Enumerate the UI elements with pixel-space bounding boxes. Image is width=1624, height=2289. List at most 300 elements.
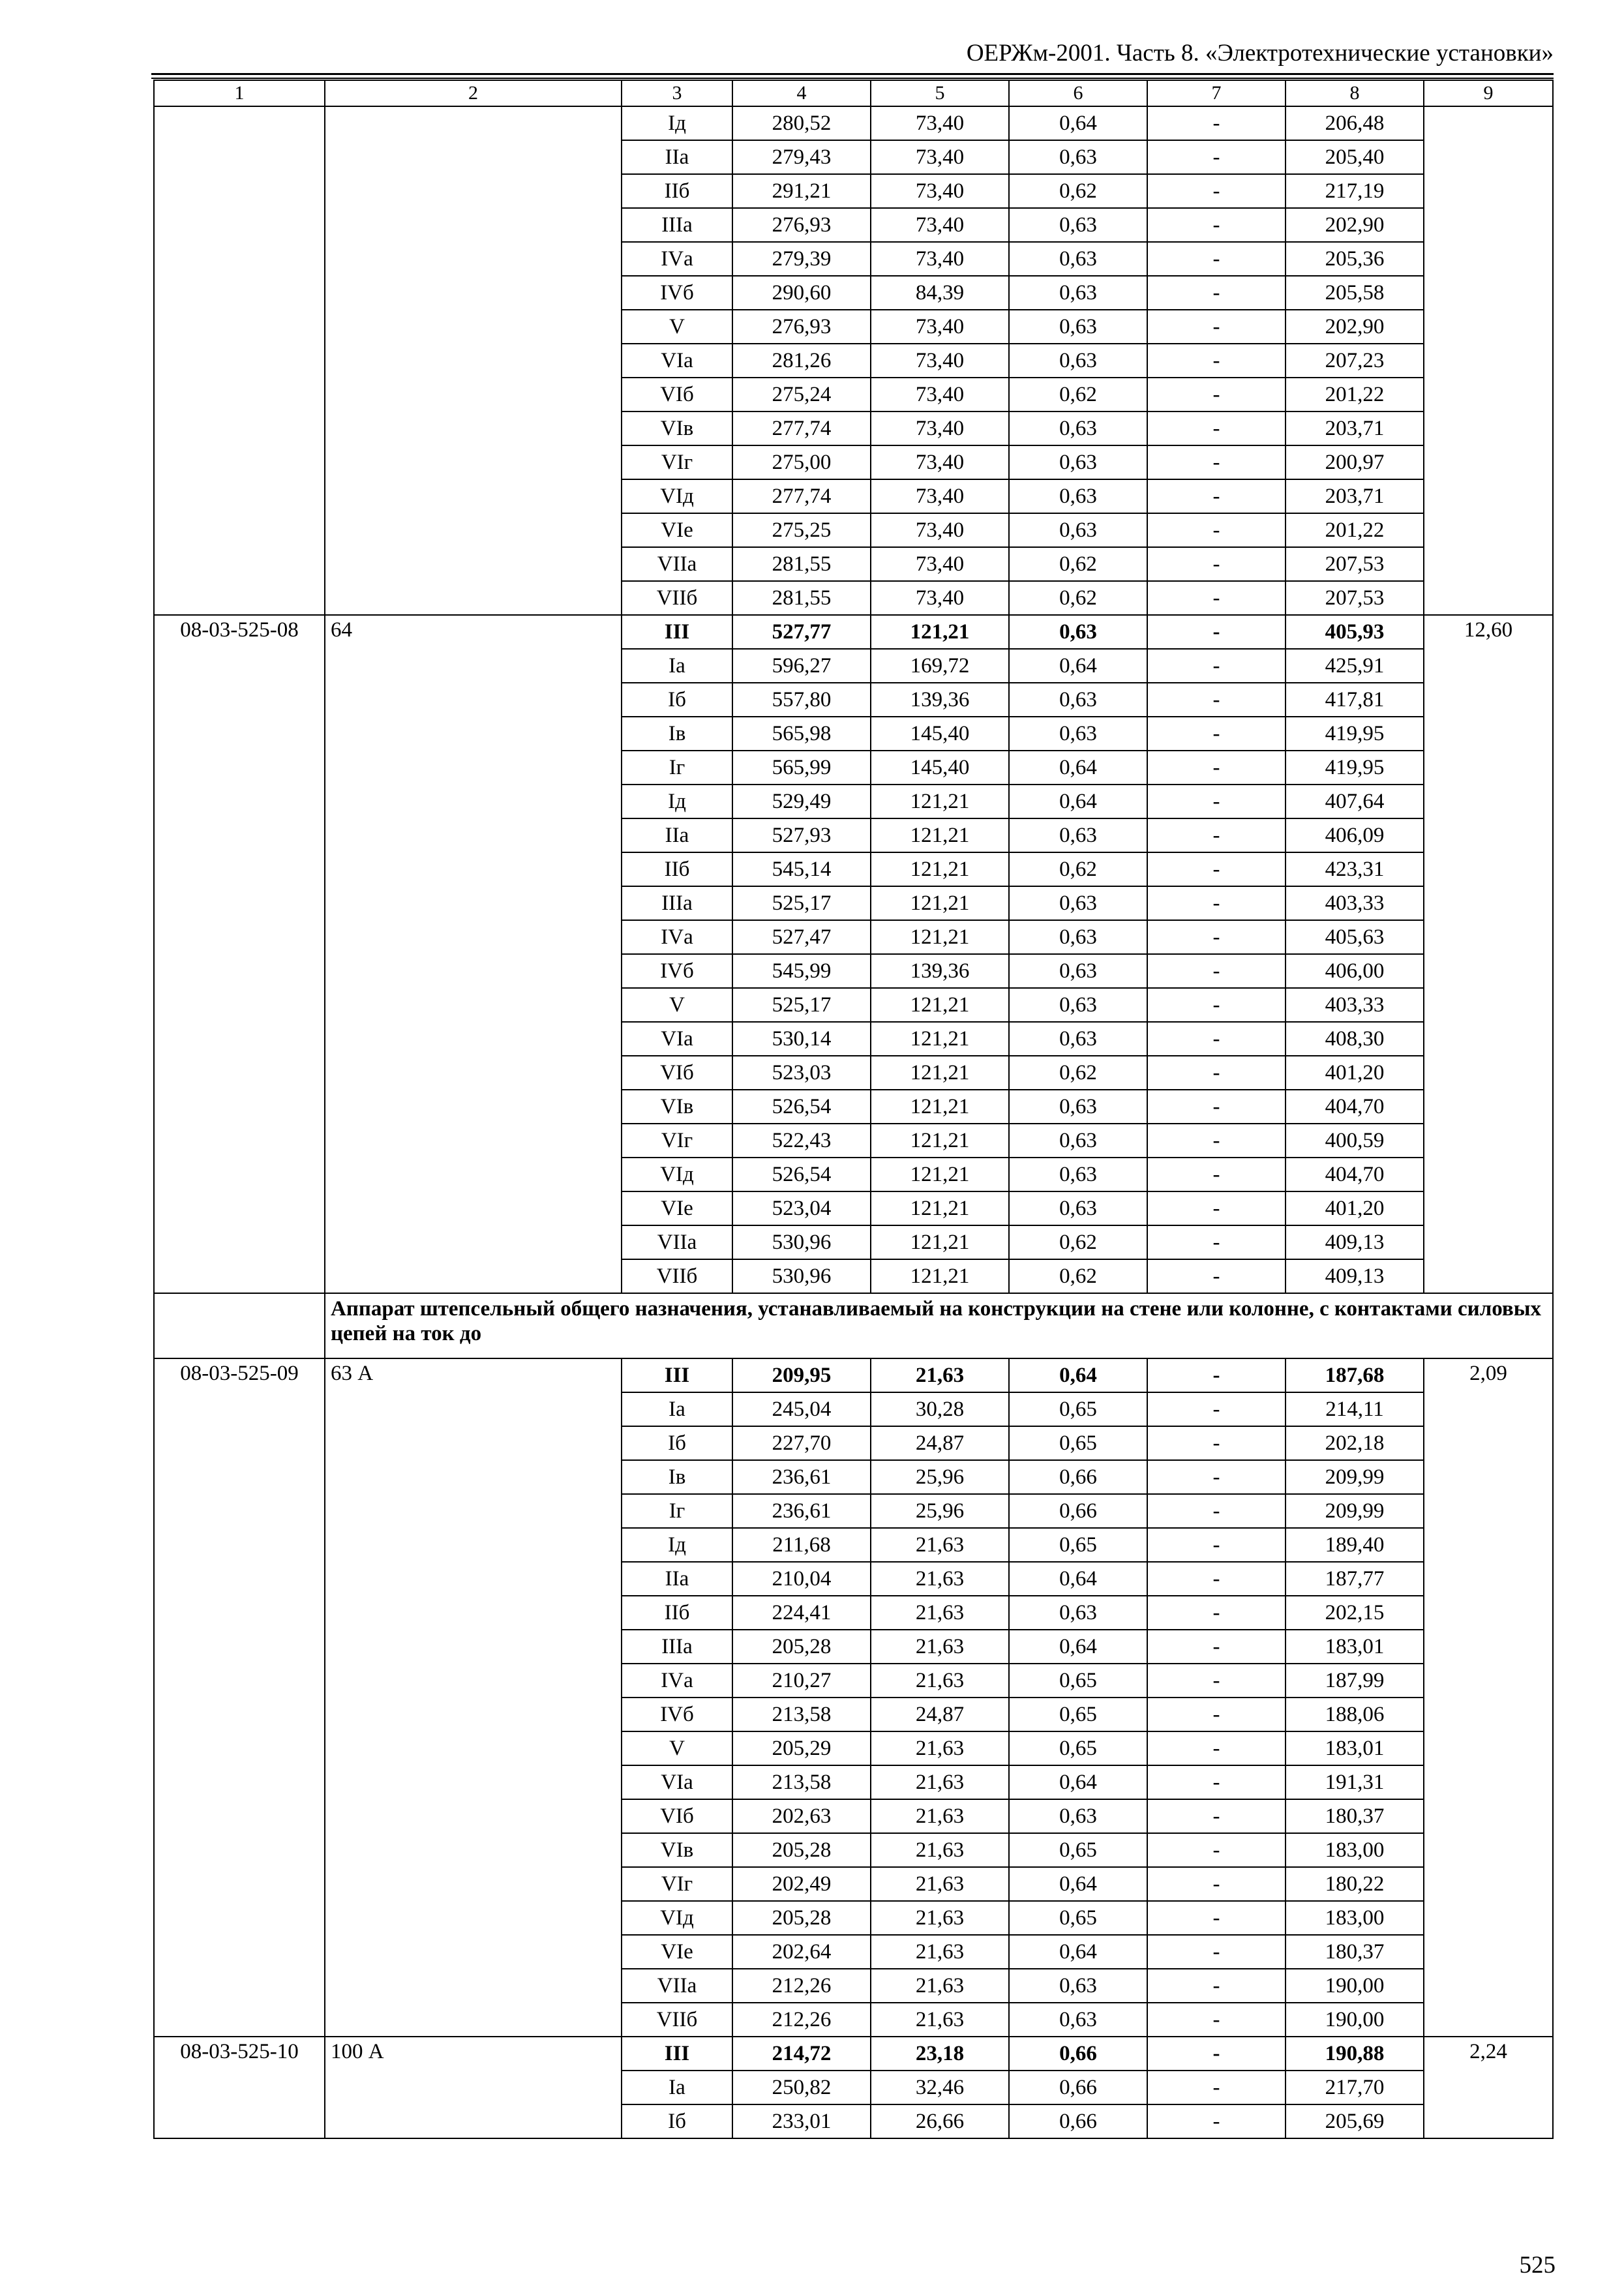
value-cell-c8: 209,99 bbox=[1286, 1494, 1424, 1528]
value-cell-c5: 32,46 bbox=[871, 2071, 1009, 2104]
value-cell-c8: 404,70 bbox=[1286, 1090, 1424, 1124]
value-cell-c5: 26,66 bbox=[871, 2104, 1009, 2138]
value-cell-c5: 73,40 bbox=[871, 208, 1009, 242]
value-cell-c4: 545,99 bbox=[732, 954, 871, 988]
value-cell-c6: 0,62 bbox=[1009, 174, 1147, 208]
zone-cell: VIIб bbox=[622, 2003, 732, 2037]
value-cell-c8: 214,11 bbox=[1286, 1392, 1424, 1426]
value-cell-c4: 530,14 bbox=[732, 1022, 871, 1056]
value-cell-c5: 145,40 bbox=[871, 751, 1009, 785]
table-row bbox=[154, 1358, 1553, 1392]
value-cell-c4: 527,93 bbox=[732, 818, 871, 852]
page-number: 525 bbox=[1519, 2252, 1556, 2279]
value-cell-c7: - bbox=[1147, 717, 1286, 751]
value-cell-c6: 0,63 bbox=[1009, 479, 1147, 513]
zone-cell: VIд bbox=[622, 479, 732, 513]
value-cell-c8: 423,31 bbox=[1286, 852, 1424, 886]
price-table bbox=[153, 80, 1554, 2139]
value-cell-c4: 205,28 bbox=[732, 1901, 871, 1935]
zone-cell: IVа bbox=[622, 920, 732, 954]
value-cell-c8: 403,33 bbox=[1286, 988, 1424, 1022]
value-cell-c8: 202,18 bbox=[1286, 1426, 1424, 1460]
value-cell-c6: 0,64 bbox=[1009, 649, 1147, 683]
value-cell-c8: 404,70 bbox=[1286, 1158, 1424, 1191]
value-cell-c6: 0,63 bbox=[1009, 920, 1147, 954]
value-cell-c8: 419,95 bbox=[1286, 717, 1424, 751]
value-cell-c6: 0,63 bbox=[1009, 886, 1147, 920]
value-cell-c7: - bbox=[1147, 1494, 1286, 1528]
value-cell-c8: 180,37 bbox=[1286, 1799, 1424, 1833]
value-cell-c5: 21,63 bbox=[871, 1358, 1009, 1392]
value-cell-c4: 280,52 bbox=[732, 106, 871, 140]
value-cell-c7: - bbox=[1147, 1969, 1286, 2003]
value-cell-c8: 187,99 bbox=[1286, 1664, 1424, 1698]
value-cell-c4: 279,39 bbox=[732, 242, 871, 276]
zone-cell: VIIа bbox=[622, 547, 732, 581]
value-cell-c6: 0,66 bbox=[1009, 1494, 1147, 1528]
value-cell-c6: 0,65 bbox=[1009, 1392, 1147, 1426]
value-cell-c4: 596,27 bbox=[732, 649, 871, 683]
zone-cell: IIб bbox=[622, 1596, 732, 1630]
value-cell-c7: - bbox=[1147, 1867, 1286, 1901]
value-cell-c5: 121,21 bbox=[871, 988, 1009, 1022]
value-cell-c7: - bbox=[1147, 920, 1286, 954]
value-cell-c7: - bbox=[1147, 1392, 1286, 1426]
value-cell-c7: - bbox=[1147, 1630, 1286, 1664]
value-cell-c4: 525,17 bbox=[732, 988, 871, 1022]
value-cell-c5: 21,63 bbox=[871, 1935, 1009, 1969]
value-cell-c5: 24,87 bbox=[871, 1698, 1009, 1731]
value-cell-c4: 291,21 bbox=[732, 174, 871, 208]
item-name-cell: 64 bbox=[325, 615, 622, 1293]
value-cell-c8: 205,36 bbox=[1286, 242, 1424, 276]
zone-cell: VIе bbox=[622, 1191, 732, 1225]
value-cell-c4: 245,04 bbox=[732, 1392, 871, 1426]
column9-value-cell: 12,60 bbox=[1424, 615, 1553, 1293]
value-cell-c7: - bbox=[1147, 1460, 1286, 1494]
value-cell-c5: 84,39 bbox=[871, 276, 1009, 310]
value-cell-c5: 121,21 bbox=[871, 1124, 1009, 1158]
value-cell-c6: 0,63 bbox=[1009, 954, 1147, 988]
value-cell-c4: 275,24 bbox=[732, 378, 871, 411]
value-cell-c4: 224,41 bbox=[732, 1596, 871, 1630]
value-cell-c4: 213,58 bbox=[732, 1698, 871, 1731]
zone-cell: VIд bbox=[622, 1901, 732, 1935]
zone-cell: IIIа bbox=[622, 886, 732, 920]
value-cell-c5: 21,63 bbox=[871, 2003, 1009, 2037]
value-cell-c7: - bbox=[1147, 1124, 1286, 1158]
value-cell-c6: 0,64 bbox=[1009, 1630, 1147, 1664]
zone-cell: VIб bbox=[622, 1799, 732, 1833]
value-cell-c5: 121,21 bbox=[871, 1191, 1009, 1225]
table-row bbox=[154, 615, 1553, 649]
zone-cell: Iа bbox=[622, 2071, 732, 2104]
value-cell-c8: 203,71 bbox=[1286, 479, 1424, 513]
value-cell-c7: - bbox=[1147, 1562, 1286, 1596]
value-cell-c8: 409,13 bbox=[1286, 1225, 1424, 1259]
value-cell-c5: 73,40 bbox=[871, 411, 1009, 445]
value-cell-c7: - bbox=[1147, 344, 1286, 378]
zone-cell: VIг bbox=[622, 1867, 732, 1901]
value-cell-c4: 277,74 bbox=[732, 411, 871, 445]
value-cell-c5: 139,36 bbox=[871, 954, 1009, 988]
value-cell-c7: - bbox=[1147, 988, 1286, 1022]
value-cell-c6: 0,66 bbox=[1009, 2104, 1147, 2138]
value-cell-c7: - bbox=[1147, 1528, 1286, 1562]
value-cell-c7: - bbox=[1147, 1158, 1286, 1191]
zone-cell: Iб bbox=[622, 1426, 732, 1460]
zone-cell: III bbox=[622, 2037, 732, 2071]
value-cell-c6: 0,64 bbox=[1009, 1562, 1147, 1596]
value-cell-c8: 201,22 bbox=[1286, 513, 1424, 547]
value-cell-c7: - bbox=[1147, 310, 1286, 344]
item-code-cell: 08-03-525-08 bbox=[154, 615, 325, 1293]
value-cell-c7: - bbox=[1147, 886, 1286, 920]
item-name-cell bbox=[325, 106, 622, 615]
value-cell-c7: - bbox=[1147, 852, 1286, 886]
value-cell-c6: 0,66 bbox=[1009, 2037, 1147, 2071]
value-cell-c7: - bbox=[1147, 1935, 1286, 1969]
value-cell-c5: 21,63 bbox=[871, 1765, 1009, 1799]
value-cell-c8: 401,20 bbox=[1286, 1056, 1424, 1090]
value-cell-c4: 557,80 bbox=[732, 683, 871, 717]
value-cell-c8: 217,70 bbox=[1286, 2071, 1424, 2104]
value-cell-c7: - bbox=[1147, 1799, 1286, 1833]
column-header: 8 bbox=[1286, 80, 1424, 106]
column-header: 6 bbox=[1009, 80, 1147, 106]
column-header: 5 bbox=[871, 80, 1009, 106]
section-spacer-cell bbox=[154, 1293, 325, 1358]
value-cell-c8: 207,53 bbox=[1286, 547, 1424, 581]
value-cell-c8: 205,58 bbox=[1286, 276, 1424, 310]
value-cell-c6: 0,63 bbox=[1009, 683, 1147, 717]
zone-cell: VIIа bbox=[622, 1969, 732, 2003]
column-header: 1 bbox=[154, 80, 325, 106]
value-cell-c8: 406,00 bbox=[1286, 954, 1424, 988]
value-cell-c4: 279,43 bbox=[732, 140, 871, 174]
value-cell-c5: 21,63 bbox=[871, 1562, 1009, 1596]
value-cell-c5: 121,21 bbox=[871, 1158, 1009, 1191]
zone-cell: IIа bbox=[622, 1562, 732, 1596]
value-cell-c4: 527,47 bbox=[732, 920, 871, 954]
value-cell-c8: 189,40 bbox=[1286, 1528, 1424, 1562]
value-cell-c5: 23,18 bbox=[871, 2037, 1009, 2071]
value-cell-c5: 21,63 bbox=[871, 1799, 1009, 1833]
value-cell-c8: 405,63 bbox=[1286, 920, 1424, 954]
zone-cell: V bbox=[622, 988, 732, 1022]
zone-cell: Iд bbox=[622, 785, 732, 818]
column-number-row bbox=[154, 80, 1553, 106]
value-cell-c4: 202,63 bbox=[732, 1799, 871, 1833]
value-cell-c6: 0,64 bbox=[1009, 785, 1147, 818]
value-cell-c5: 121,21 bbox=[871, 1090, 1009, 1124]
value-cell-c6: 0,63 bbox=[1009, 2003, 1147, 2037]
value-cell-c8: 409,13 bbox=[1286, 1259, 1424, 1293]
value-cell-c8: 405,93 bbox=[1286, 615, 1424, 649]
price-table-body bbox=[154, 80, 1553, 2138]
value-cell-c6: 0,65 bbox=[1009, 1901, 1147, 1935]
zone-cell: Iа bbox=[622, 649, 732, 683]
value-cell-c5: 21,63 bbox=[871, 1969, 1009, 2003]
value-cell-c6: 0,63 bbox=[1009, 988, 1147, 1022]
value-cell-c4: 214,72 bbox=[732, 2037, 871, 2071]
value-cell-c6: 0,63 bbox=[1009, 1158, 1147, 1191]
value-cell-c8: 180,37 bbox=[1286, 1935, 1424, 1969]
zone-cell: VIв bbox=[622, 1833, 732, 1867]
zone-cell: IVа bbox=[622, 1664, 732, 1698]
item-name-cell: 100 А bbox=[325, 2037, 622, 2138]
column-header: 4 bbox=[732, 80, 871, 106]
value-cell-c4: 213,58 bbox=[732, 1765, 871, 1799]
value-cell-c5: 121,21 bbox=[871, 1225, 1009, 1259]
value-cell-c5: 73,40 bbox=[871, 106, 1009, 140]
value-cell-c6: 0,65 bbox=[1009, 1731, 1147, 1765]
value-cell-c5: 73,40 bbox=[871, 174, 1009, 208]
zone-cell: IIб bbox=[622, 852, 732, 886]
value-cell-c6: 0,65 bbox=[1009, 1426, 1147, 1460]
column-header: 7 bbox=[1147, 80, 1286, 106]
item-code-cell: 08-03-525-09 bbox=[154, 1358, 325, 2037]
zone-cell: IIб bbox=[622, 174, 732, 208]
value-cell-c7: - bbox=[1147, 954, 1286, 988]
value-cell-c8: 190,88 bbox=[1286, 2037, 1424, 2071]
value-cell-c7: - bbox=[1147, 1901, 1286, 1935]
value-cell-c6: 0,63 bbox=[1009, 445, 1147, 479]
value-cell-c5: 73,40 bbox=[871, 581, 1009, 615]
value-cell-c4: 523,04 bbox=[732, 1191, 871, 1225]
value-cell-c4: 212,26 bbox=[732, 2003, 871, 2037]
value-cell-c6: 0,63 bbox=[1009, 1191, 1147, 1225]
value-cell-c4: 522,43 bbox=[732, 1124, 871, 1158]
value-cell-c5: 24,87 bbox=[871, 1426, 1009, 1460]
value-cell-c7: - bbox=[1147, 818, 1286, 852]
value-cell-c6: 0,65 bbox=[1009, 1664, 1147, 1698]
item-code-cell bbox=[154, 106, 325, 615]
zone-cell: III bbox=[622, 1358, 732, 1392]
zone-cell: Iд bbox=[622, 106, 732, 140]
value-cell-c7: - bbox=[1147, 479, 1286, 513]
zone-cell: Iг bbox=[622, 1494, 732, 1528]
header-rule-bottom bbox=[151, 78, 1554, 79]
value-cell-c4: 565,98 bbox=[732, 717, 871, 751]
value-cell-c4: 276,93 bbox=[732, 208, 871, 242]
value-cell-c7: - bbox=[1147, 1698, 1286, 1731]
value-cell-c5: 145,40 bbox=[871, 717, 1009, 751]
value-cell-c6: 0,66 bbox=[1009, 1460, 1147, 1494]
value-cell-c8: 207,23 bbox=[1286, 344, 1424, 378]
zone-cell: VIв bbox=[622, 411, 732, 445]
value-cell-c7: - bbox=[1147, 174, 1286, 208]
value-cell-c4: 530,96 bbox=[732, 1225, 871, 1259]
value-cell-c6: 0,64 bbox=[1009, 1935, 1147, 1969]
value-cell-c8: 205,69 bbox=[1286, 2104, 1424, 2138]
value-cell-c4: 211,68 bbox=[732, 1528, 871, 1562]
value-cell-c4: 202,49 bbox=[732, 1867, 871, 1901]
value-cell-c6: 0,66 bbox=[1009, 2071, 1147, 2104]
zone-cell: Iв bbox=[622, 717, 732, 751]
value-cell-c6: 0,63 bbox=[1009, 1124, 1147, 1158]
value-cell-c4: 236,61 bbox=[732, 1460, 871, 1494]
value-cell-c8: 406,09 bbox=[1286, 818, 1424, 852]
value-cell-c4: 526,54 bbox=[732, 1090, 871, 1124]
value-cell-c8: 203,71 bbox=[1286, 411, 1424, 445]
value-cell-c6: 0,63 bbox=[1009, 310, 1147, 344]
zone-cell: VIIб bbox=[622, 1259, 732, 1293]
zone-cell: VIб bbox=[622, 1056, 732, 1090]
value-cell-c8: 200,97 bbox=[1286, 445, 1424, 479]
table-row bbox=[154, 2037, 1553, 2071]
value-cell-c5: 73,40 bbox=[871, 547, 1009, 581]
value-cell-c5: 21,63 bbox=[871, 1664, 1009, 1698]
zone-cell: V bbox=[622, 310, 732, 344]
value-cell-c6: 0,64 bbox=[1009, 106, 1147, 140]
table-row bbox=[154, 106, 1553, 140]
column-header: 3 bbox=[622, 80, 732, 106]
value-cell-c4: 205,29 bbox=[732, 1731, 871, 1765]
value-cell-c5: 121,21 bbox=[871, 615, 1009, 649]
value-cell-c6: 0,62 bbox=[1009, 378, 1147, 411]
value-cell-c6: 0,65 bbox=[1009, 1698, 1147, 1731]
zone-cell: Iг bbox=[622, 751, 732, 785]
zone-cell: IVб bbox=[622, 1698, 732, 1731]
zone-cell: VIе bbox=[622, 1935, 732, 1969]
value-cell-c7: - bbox=[1147, 581, 1286, 615]
value-cell-c5: 73,40 bbox=[871, 479, 1009, 513]
value-cell-c4: 205,28 bbox=[732, 1630, 871, 1664]
zone-cell: IIа bbox=[622, 140, 732, 174]
value-cell-c5: 73,40 bbox=[871, 378, 1009, 411]
zone-cell: Iд bbox=[622, 1528, 732, 1562]
zone-cell: IIа bbox=[622, 818, 732, 852]
value-cell-c8: 407,64 bbox=[1286, 785, 1424, 818]
zone-cell: IIIа bbox=[622, 1630, 732, 1664]
value-cell-c4: 290,60 bbox=[732, 276, 871, 310]
value-cell-c8: 183,00 bbox=[1286, 1901, 1424, 1935]
value-cell-c6: 0,63 bbox=[1009, 717, 1147, 751]
value-cell-c4: 210,04 bbox=[732, 1562, 871, 1596]
value-cell-c4: 275,25 bbox=[732, 513, 871, 547]
value-cell-c8: 202,15 bbox=[1286, 1596, 1424, 1630]
column9-value-cell: 2,24 bbox=[1424, 2037, 1553, 2138]
value-cell-c5: 121,21 bbox=[871, 886, 1009, 920]
value-cell-c7: - bbox=[1147, 1833, 1286, 1867]
value-cell-c8: 417,81 bbox=[1286, 683, 1424, 717]
value-cell-c5: 73,40 bbox=[871, 310, 1009, 344]
value-cell-c7: - bbox=[1147, 1426, 1286, 1460]
value-cell-c6: 0,62 bbox=[1009, 852, 1147, 886]
value-cell-c7: - bbox=[1147, 1596, 1286, 1630]
value-cell-c4: 210,27 bbox=[732, 1664, 871, 1698]
value-cell-c8: 183,01 bbox=[1286, 1630, 1424, 1664]
value-cell-c5: 139,36 bbox=[871, 683, 1009, 717]
value-cell-c4: 205,28 bbox=[732, 1833, 871, 1867]
value-cell-c6: 0,64 bbox=[1009, 1867, 1147, 1901]
value-cell-c7: - bbox=[1147, 242, 1286, 276]
value-cell-c8: 190,00 bbox=[1286, 1969, 1424, 2003]
value-cell-c4: 530,96 bbox=[732, 1259, 871, 1293]
value-cell-c8: 190,00 bbox=[1286, 2003, 1424, 2037]
value-cell-c5: 21,63 bbox=[871, 1731, 1009, 1765]
column-header: 2 bbox=[325, 80, 622, 106]
value-cell-c8: 187,68 bbox=[1286, 1358, 1424, 1392]
value-cell-c4: 202,64 bbox=[732, 1935, 871, 1969]
zone-cell: VIа bbox=[622, 344, 732, 378]
zone-cell: Iб bbox=[622, 2104, 732, 2138]
column9-value-cell bbox=[1424, 106, 1553, 615]
value-cell-c7: - bbox=[1147, 1731, 1286, 1765]
header-rule-top bbox=[151, 73, 1554, 75]
value-cell-c8: 217,19 bbox=[1286, 174, 1424, 208]
value-cell-c8: 408,30 bbox=[1286, 1022, 1424, 1056]
value-cell-c6: 0,63 bbox=[1009, 513, 1147, 547]
value-cell-c7: - bbox=[1147, 1259, 1286, 1293]
value-cell-c7: - bbox=[1147, 785, 1286, 818]
value-cell-c8: 202,90 bbox=[1286, 208, 1424, 242]
value-cell-c6: 0,63 bbox=[1009, 344, 1147, 378]
zone-cell: III bbox=[622, 615, 732, 649]
value-cell-c7: - bbox=[1147, 1664, 1286, 1698]
item-code-cell: 08-03-525-10 bbox=[154, 2037, 325, 2138]
value-cell-c5: 21,63 bbox=[871, 1867, 1009, 1901]
value-cell-c5: 73,40 bbox=[871, 140, 1009, 174]
value-cell-c4: 212,26 bbox=[732, 1969, 871, 2003]
zone-cell: VIв bbox=[622, 1090, 732, 1124]
value-cell-c6: 0,64 bbox=[1009, 1765, 1147, 1799]
value-cell-c8: 401,20 bbox=[1286, 1191, 1424, 1225]
value-cell-c5: 21,63 bbox=[871, 1833, 1009, 1867]
value-cell-c8: 209,99 bbox=[1286, 1460, 1424, 1494]
value-cell-c7: - bbox=[1147, 378, 1286, 411]
value-cell-c7: - bbox=[1147, 513, 1286, 547]
value-cell-c6: 0,63 bbox=[1009, 1596, 1147, 1630]
value-cell-c7: - bbox=[1147, 411, 1286, 445]
value-cell-c4: 527,77 bbox=[732, 615, 871, 649]
value-cell-c7: - bbox=[1147, 140, 1286, 174]
zone-cell: V bbox=[622, 1731, 732, 1765]
value-cell-c7: - bbox=[1147, 683, 1286, 717]
zone-cell: Iб bbox=[622, 683, 732, 717]
value-cell-c4: 526,54 bbox=[732, 1158, 871, 1191]
zone-cell: IVб bbox=[622, 954, 732, 988]
column-header: 9 bbox=[1424, 80, 1553, 106]
value-cell-c7: - bbox=[1147, 445, 1286, 479]
value-cell-c6: 0,63 bbox=[1009, 411, 1147, 445]
value-cell-c7: - bbox=[1147, 1191, 1286, 1225]
value-cell-c8: 403,33 bbox=[1286, 886, 1424, 920]
value-cell-c7: - bbox=[1147, 1358, 1286, 1392]
value-cell-c4: 281,55 bbox=[732, 581, 871, 615]
zone-cell: IVб bbox=[622, 276, 732, 310]
value-cell-c8: 206,48 bbox=[1286, 106, 1424, 140]
value-cell-c5: 121,21 bbox=[871, 1259, 1009, 1293]
value-cell-c7: - bbox=[1147, 2037, 1286, 2071]
value-cell-c8: 400,59 bbox=[1286, 1124, 1424, 1158]
value-cell-c4: 233,01 bbox=[732, 2104, 871, 2138]
zone-cell: VIб bbox=[622, 378, 732, 411]
page-header-title: ОЕРЖм-2001. Часть 8. «Электротехнические установки» bbox=[966, 40, 1554, 67]
value-cell-c6: 0,63 bbox=[1009, 818, 1147, 852]
value-cell-c6: 0,63 bbox=[1009, 140, 1147, 174]
value-cell-c4: 227,70 bbox=[732, 1426, 871, 1460]
value-cell-c5: 121,21 bbox=[871, 785, 1009, 818]
value-cell-c4: 276,93 bbox=[732, 310, 871, 344]
value-cell-c5: 21,63 bbox=[871, 1630, 1009, 1664]
value-cell-c5: 21,63 bbox=[871, 1901, 1009, 1935]
value-cell-c7: - bbox=[1147, 1225, 1286, 1259]
value-cell-c5: 121,21 bbox=[871, 1056, 1009, 1090]
value-cell-c6: 0,63 bbox=[1009, 208, 1147, 242]
value-cell-c5: 121,21 bbox=[871, 852, 1009, 886]
